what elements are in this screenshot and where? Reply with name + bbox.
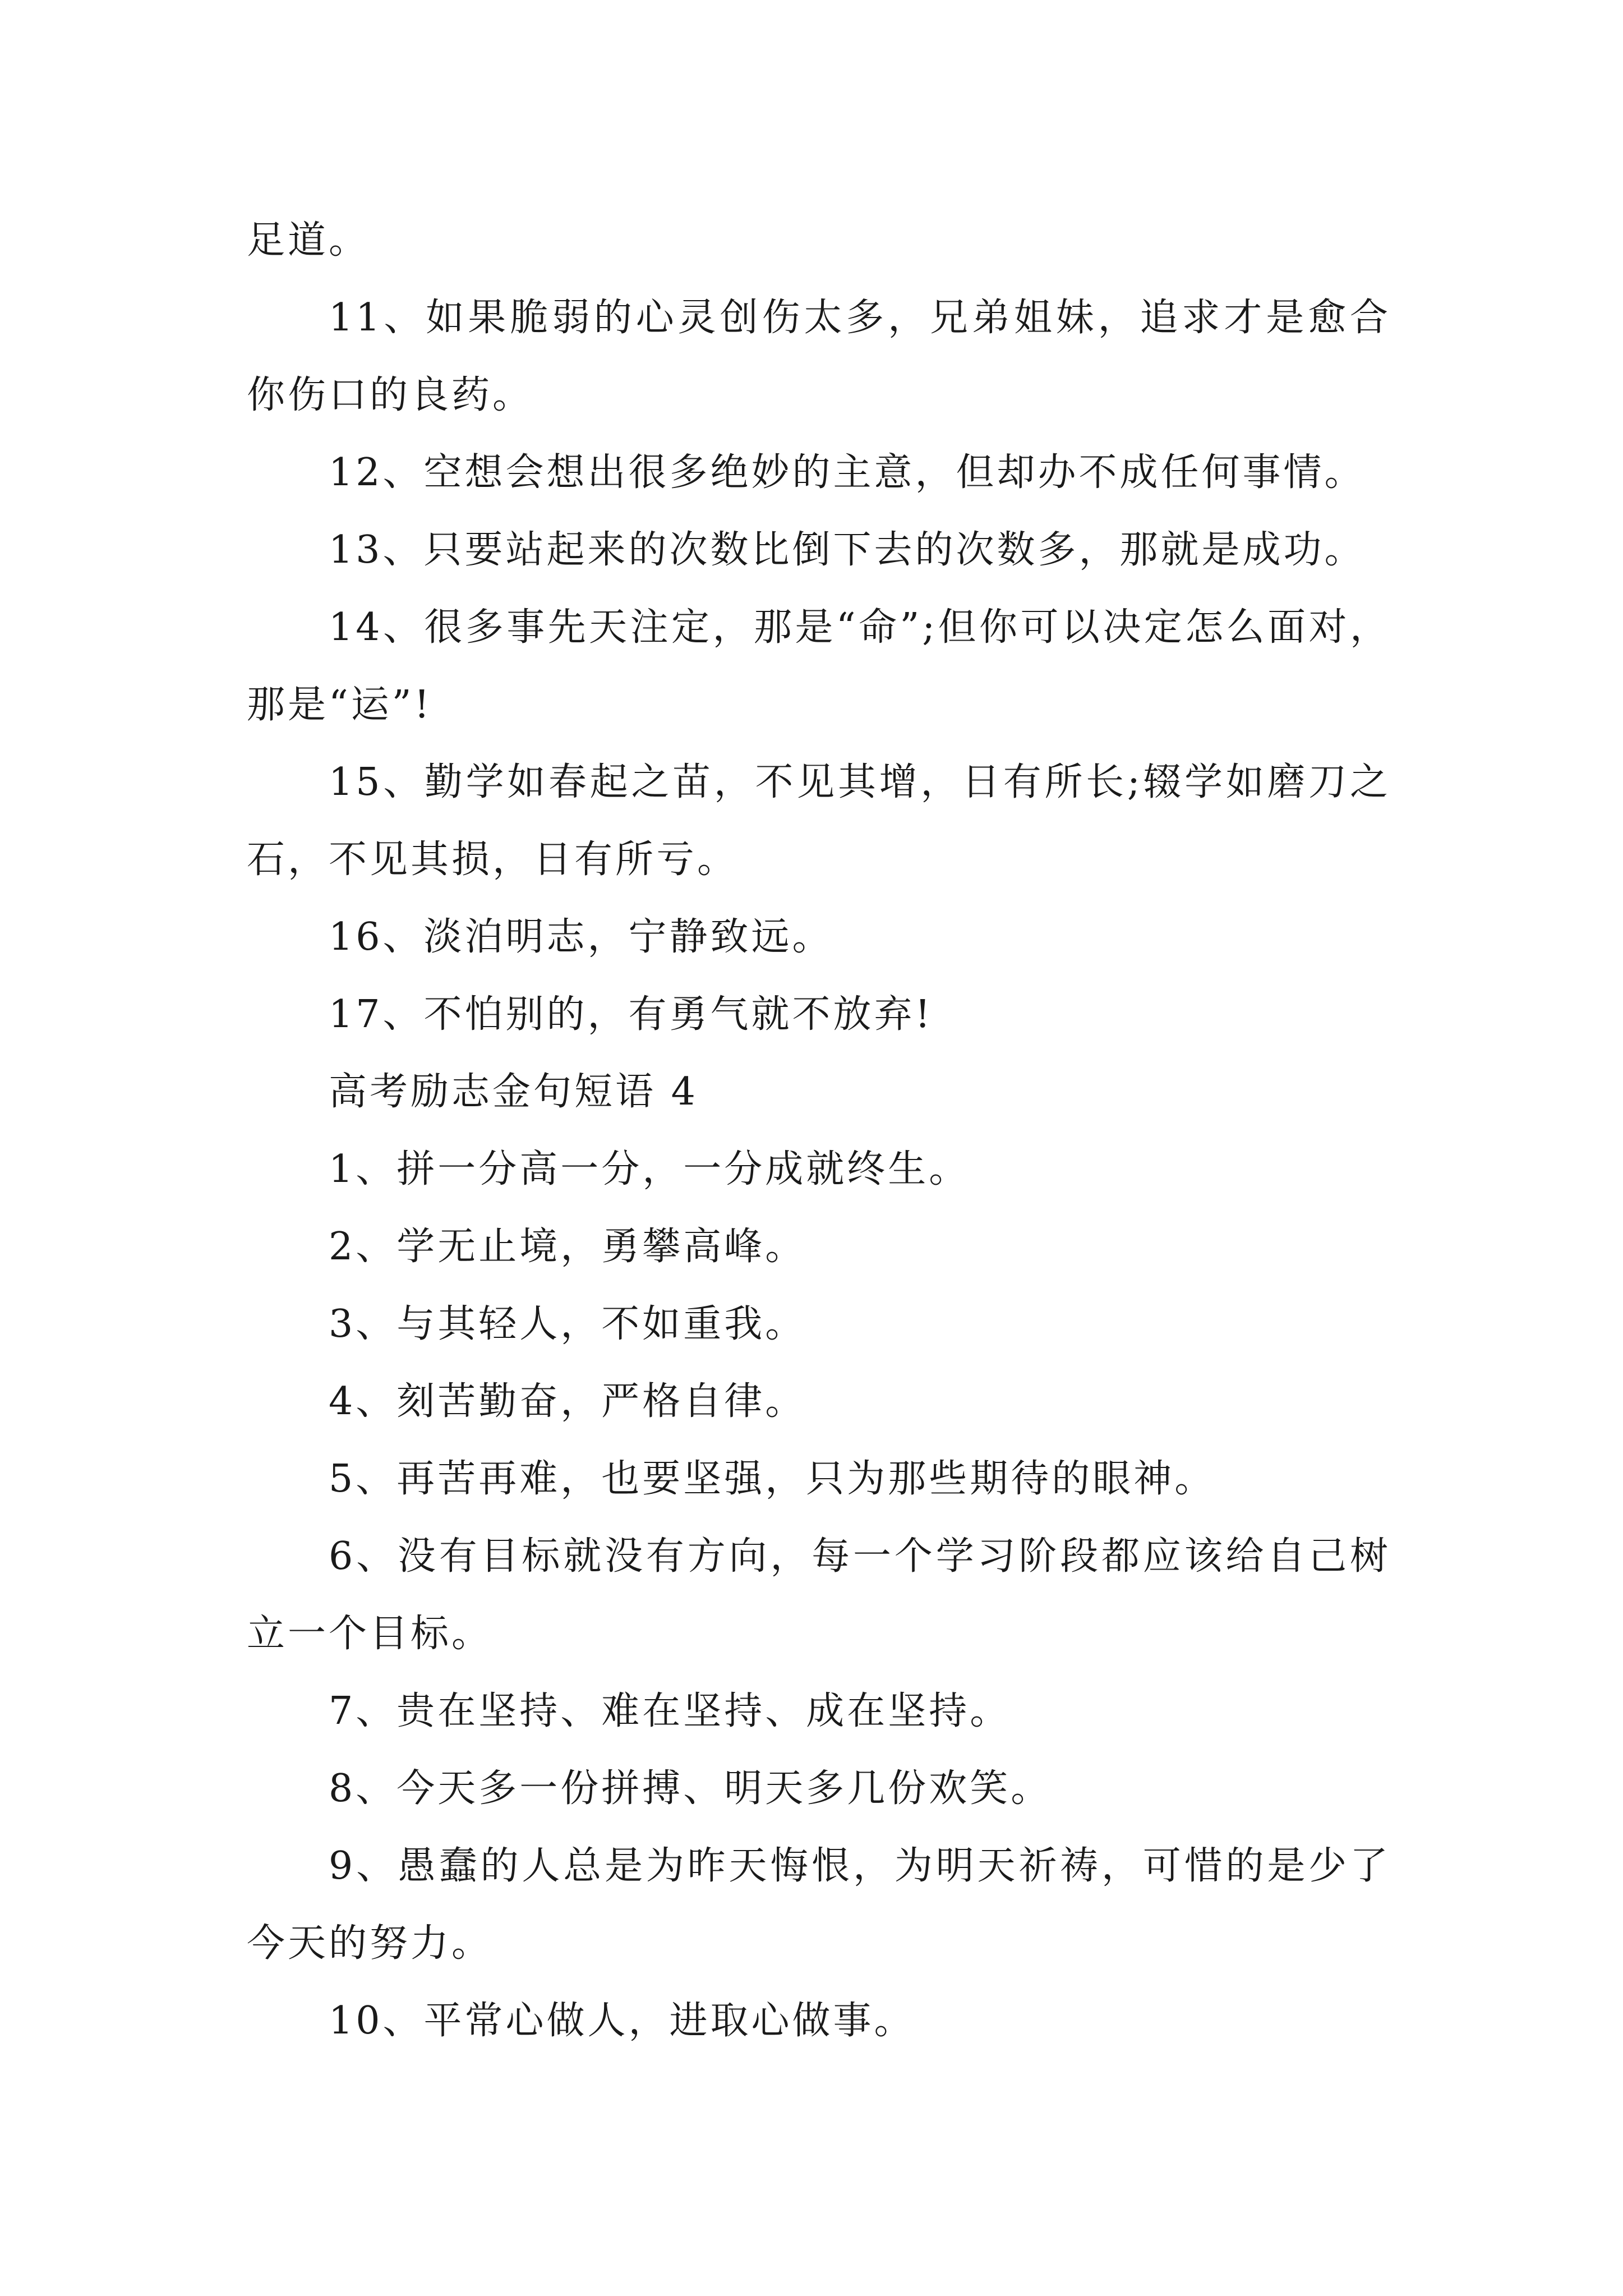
quote-item-13: 13、只要站起来的次数比倒下去的次数多，那就是成功。: [329, 528, 1366, 572]
quote-item-17: 17、不怕别的，有勇气就不放弃!: [329, 992, 933, 1037]
section4-item-9: 9、愚蠢的人总是为昨天悔恨，为明天祈祷，可惜的是少了今天的努力。: [247, 1844, 1391, 1966]
document-body: [247, 202, 1391, 2060]
quote-item-11: 11、如果脆弱的心灵创伤太多，兄弟姐妹，追求才是愈合你伤口的良药。: [247, 296, 1391, 417]
section4-item-4: 4、刻苦勤奋，严格自律。: [329, 1379, 806, 1424]
section4-item-6: 6、没有目标就没有方向，每一个学习阶段都应该给自己树立一个目标。: [247, 1534, 1391, 1656]
quote-item-14: 14、很多事先天注定，那是“命”;但你可以决定怎么面对，那是“运”!: [247, 605, 1391, 727]
quote-item-15: 15、勤学如春起之苗，不见其增，日有所长;辍学如磨刀之石，不见其损，日有所亏。: [247, 760, 1391, 882]
section4-item-3: 3、与其轻人，不如重我。: [329, 1302, 806, 1346]
section4-item-5: 5、再苦再难，也要坚强，只为那些期待的眼神。: [329, 1457, 1216, 1501]
section4-item-1: 1、拼一分高一分，一分成就终生。: [329, 1147, 970, 1191]
continuation-paragraph: 足道。: [247, 218, 370, 263]
section4-item-10: 10、平常心做人，进取心做事。: [329, 1999, 915, 2043]
quote-item-12: 12、空想会想出很多绝妙的主意，但却办不成任何事情。: [329, 450, 1366, 495]
quote-item-16: 16、淡泊明志，宁静致远。: [329, 915, 833, 959]
section4-item-7: 7、贵在坚持、难在坚持、成在坚持。: [329, 1689, 1011, 1733]
section-heading: 高考励志金句短语 4: [329, 1070, 698, 1114]
section4-item-2: 2、学无止境，勇攀高峰。: [329, 1225, 806, 1269]
section4-item-8: 8、今天多一份拼搏、明天多几份欢笑。: [329, 1766, 1052, 1811]
